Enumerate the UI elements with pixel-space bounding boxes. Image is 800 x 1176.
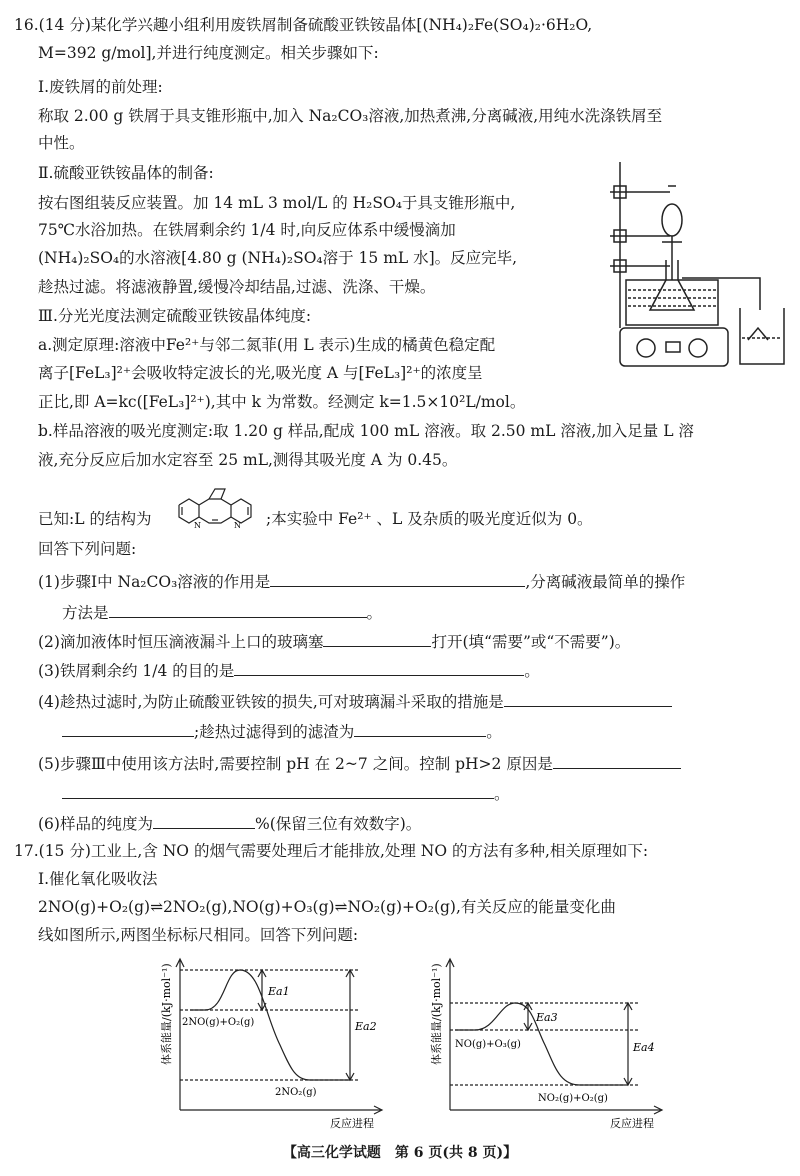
q16-step1-title: Ⅰ.废铁屑的前处理: (38, 78, 163, 96)
q17-equation: 2NO(g)+O₂(g)⇌2NO₂(g),NO(g)+O₃(g)⇌NO₂(g)+O₂(g),有关反应的能量变化曲 (38, 898, 616, 916)
q16-part5-blank2[interactable] (62, 782, 494, 799)
q16-step2-line2: 75℃水浴加热。在铁屑剩余约 1/4 时,向反应体系中缓慢滴加 (38, 221, 456, 239)
q16-part6 (38, 812, 421, 835)
q16-part3-text: (3)铁屑剩余约 1/4 的目的是 (38, 662, 235, 680)
q16-part1-text: (1)步骤Ⅰ中 Na₂CO₃溶液的作用是 (38, 573, 271, 591)
q16-part5-cont (62, 782, 510, 805)
q16-step1-text-cont: 中性。 (38, 134, 85, 152)
q16-step2-line3: (NH₄)₂SO₄的水溶液[4.80 g (NH₄)₂SO₄溶于 15 mL 水]。反应完毕, (38, 249, 518, 267)
q16-part2-text: (2)滴加液体时恒压滴液漏斗上口的玻璃塞 (38, 633, 324, 651)
q16-part4-text2: ;趁热过滤得到的滤渣为 (194, 723, 355, 741)
q17-header: 17.(15 分)工业上,含 NO 的烟气需要处理后才能排放,处理 NO 的方法有多种,相关原理如下: (14, 842, 649, 860)
graph1-ea2: Ea2 (355, 1020, 377, 1033)
q16-part3-blank[interactable] (234, 659, 524, 676)
graph2-ylabel: 体系能量/(kJ·mol⁻¹) (430, 963, 443, 1065)
energy-diagram-2 (420, 955, 670, 1130)
q17-equation-cont: 线如图所示,两图坐标标尺相同。回答下列问题: (38, 926, 359, 944)
q16-part2 (38, 630, 630, 653)
energy-diagram-1 (150, 955, 390, 1130)
q16-part4-blank2[interactable] (62, 720, 194, 737)
q16-part3 (38, 659, 540, 682)
graph2-ea3: Ea3 (536, 1011, 558, 1024)
q16-part3-text2: 。 (524, 662, 540, 680)
graph1-xlabel: 反应进程 (330, 1117, 374, 1130)
q16-part1-cont (62, 601, 382, 624)
q16-part1-text3: 方法是 (62, 604, 109, 622)
q16-header: 16.(14 分)某化学兴趣小组利用废铁屑制备硫酸亚铁铵晶体[(NH₄)₂Fe(SO₄)₂·6H₂O, (14, 16, 593, 34)
q16-part4-blank3[interactable] (354, 720, 486, 737)
q16-step3-title: Ⅲ.分光光度法测定硫酸亚铁铵晶体纯度: (38, 307, 312, 325)
q16-part1-text4: 。 (366, 604, 383, 622)
graph2-product: NO₂(g)+O₂(g) (538, 1093, 608, 1104)
q16-part5-text: (5)步骤Ⅲ中使用该方法时,需要控制 pH 在 2~7 之间。控制 pH>2 原因是 (38, 755, 553, 773)
q16-part5-text2: 。 (494, 785, 510, 803)
known-text: ;本实验中 Fe²⁺ 、L 及杂质的吸光度近似为 0。 (266, 510, 593, 528)
q16-part1 (38, 570, 685, 593)
graph1-product: 2NO₂(g) (275, 1087, 317, 1098)
q16-part1-text2: ,分离碱液最简单的操作 (525, 573, 686, 591)
graph2-reactant: NO(g)+O₃(g) (455, 1039, 521, 1050)
reaction-apparatus-figure (600, 150, 790, 370)
graph1-reactant: 2NO(g)+O₂(g) (182, 1017, 255, 1028)
q16-part5-blank1[interactable] (553, 752, 681, 769)
q16-part4-cont (62, 720, 502, 743)
svg-text:N: N (234, 521, 241, 530)
answer-prompt: 回答下列问题: (38, 540, 137, 558)
q16-part6-blank[interactable] (153, 812, 255, 829)
q16-step3-b2: 液,充分反应后加水定容至 25 mL,测得其吸光度 A 为 0.45。 (38, 451, 458, 469)
q16-step2-title: Ⅱ.硫酸亚铁铵晶体的制备: (38, 164, 214, 182)
q16-step3-b1: b.样品溶液的吸光度测定:取 1.20 g 样品,配成 100 mL 溶液。取 2.50 mL 溶液,加入足量 L 溶 (38, 422, 694, 440)
svg-text:N: N (194, 521, 201, 530)
q16-part4-text: (4)趁热过滤时,为防止硫酸亚铁铵的损失,可对玻璃漏斗采取的措施是 (38, 693, 504, 711)
graph2-xlabel: 反应进程 (610, 1117, 654, 1130)
known-label: 已知:L 的结构为 (38, 510, 152, 528)
q16-step3-a2: 离子[FeL₃]²⁺会吸收特定波长的光,吸光度 A 与[FeL₃]²⁺的浓度呈 (38, 364, 483, 382)
q16-part6-text: (6)样品的纯度为 (38, 815, 153, 833)
graph1-ylabel: 体系能量/(kJ·mol⁻¹) (160, 963, 173, 1065)
q16-header-cont: M=392 g/mol],并进行纯度测定。相关步骤如下: (38, 44, 379, 62)
q16-part4-text3: 。 (486, 723, 502, 741)
q16-part5 (38, 752, 681, 775)
q16-step1-text: 称取 2.00 g 铁屑于具支锥形瓶中,加入 Na₂CO₃溶液,加热煮沸,分离碱液,用纯水洗涤铁屑至 (38, 107, 663, 125)
graph1-ea1: Ea1 (268, 985, 290, 998)
q16-step3-a3: 正比,即 A=kc([FeL₃]²⁺),其中 k 为常数。经测定 k=1.5×10²L/mol。 (38, 393, 526, 411)
q16-step2-line4: 趁热过滤。将滤液静置,缓慢冷却结晶,过滤、洗涤、干燥。 (38, 278, 436, 296)
q16-part2-text2: 打开(填“需要”或“不需要”)。 (431, 633, 631, 651)
q16-part1-blank1[interactable] (270, 570, 525, 587)
q16-step2-line1: 按右图组装反应装置。加 14 mL 3 mol/L 的 H₂SO₄于具支锥形瓶中, (38, 194, 516, 212)
graph2-ea4: Ea4 (633, 1041, 655, 1054)
q16-part2-blank[interactable] (323, 630, 431, 647)
q16-part4 (38, 690, 672, 713)
phenanthroline-structure (174, 483, 264, 533)
q16-part1-blank2[interactable] (109, 601, 367, 618)
q16-part6-text2: %(保留三位有效数字)。 (254, 815, 422, 833)
page-footer: 【高三化学试题 第 6 页(共 8 页)】 (282, 1145, 518, 1161)
q16-part4-blank1[interactable] (504, 690, 672, 707)
q17-section1-title: Ⅰ.催化氧化吸收法 (38, 870, 158, 888)
q16-step3-a1: a.测定原理:溶液中Fe²⁺与邻二氮菲(用 L 表示)生成的橘黄色稳定配 (38, 336, 496, 354)
